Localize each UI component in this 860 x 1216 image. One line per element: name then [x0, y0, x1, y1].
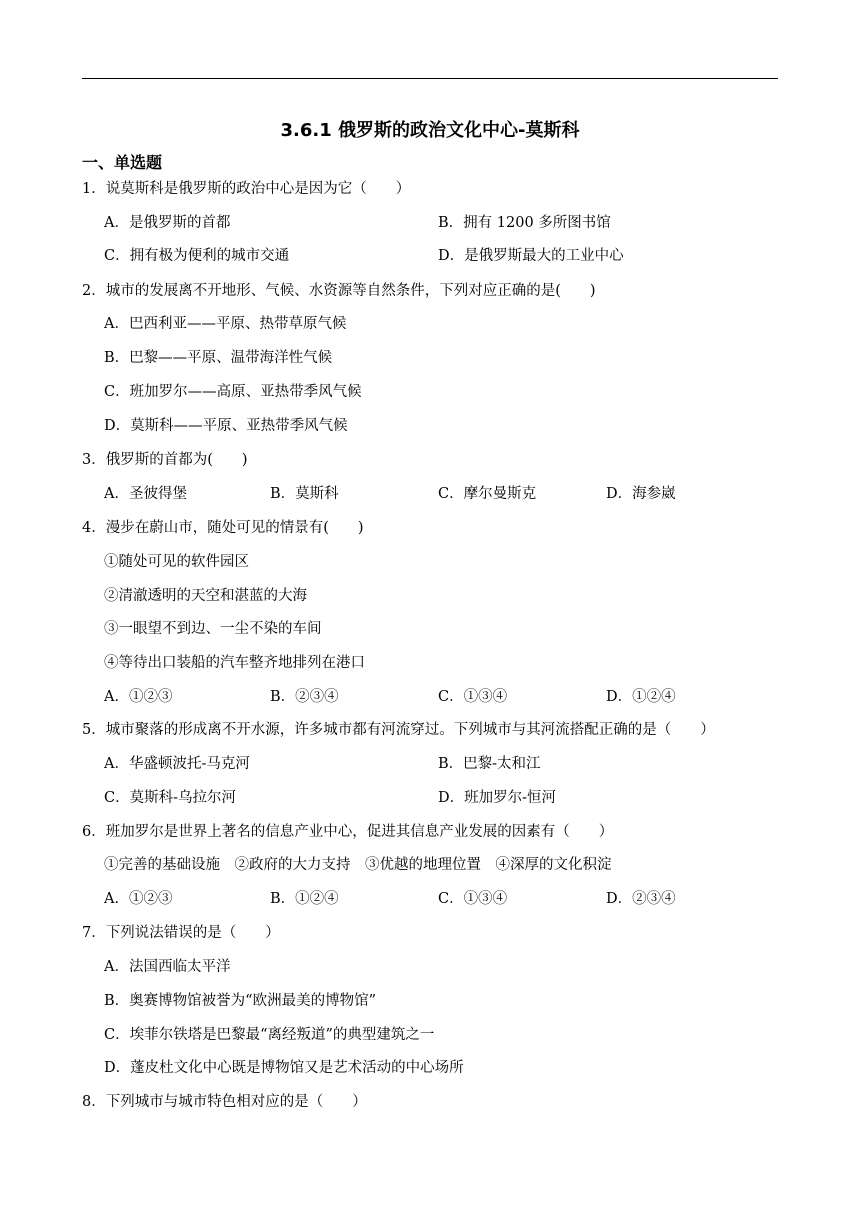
q5-option-c[interactable]: C．莫斯科-乌拉尔河 — [104, 790, 236, 806]
question-stem-4: 4．漫步在蔚山市，随处可见的情景有( ) — [82, 520, 364, 536]
q4-statement-4: ④等待出口装船的汽车整齐地排列在港口 — [104, 655, 365, 671]
q6-option-c[interactable]: C．①③④ — [438, 891, 508, 907]
q6-statements: ①完善的基础设施 ②政府的大力支持 ③优越的地理位置 ④深厚的文化积淀 — [104, 857, 612, 873]
q5-option-a[interactable]: A．华盛顿波托-马克河 — [104, 756, 250, 772]
q7-option-b[interactable]: B．奥赛博物馆被誉为“欧洲最美的博物馆” — [104, 993, 376, 1009]
q4-option-c[interactable]: C．①③④ — [438, 689, 508, 705]
q5-option-b[interactable]: B．巴黎-太和江 — [438, 756, 541, 772]
q2-option-d[interactable]: D．莫斯科——平原、亚热带季风气候 — [104, 418, 348, 434]
q3-option-b[interactable]: B．莫斯科 — [270, 486, 339, 502]
question-stem-3: 3．俄罗斯的首都为( ) — [82, 452, 248, 468]
q2-option-c[interactable]: C．班加罗尔——高原、亚热带季风气候 — [104, 384, 362, 400]
section-heading: 一、单选题 — [82, 153, 163, 172]
question-stem-2: 2．城市的发展离不开地形、气候、水资源等自然条件，下列对应正确的是( ) — [82, 283, 596, 299]
header-rule — [82, 78, 778, 79]
q4-option-b[interactable]: B．②③④ — [270, 689, 339, 705]
q1-option-d[interactable]: D．是俄罗斯最大的工业中心 — [438, 248, 624, 264]
q4-statement-3: ③一眼望不到边、一尘不染的车间 — [104, 621, 322, 637]
question-stem-1: 1．说莫斯科是俄罗斯的政治中心是因为它（ ） — [82, 181, 411, 197]
q2-option-b[interactable]: B．巴黎——平原、温带海洋性气候 — [104, 350, 333, 366]
q5-option-d[interactable]: D．班加罗尔-恒河 — [438, 790, 557, 806]
q7-option-c[interactable]: C．埃菲尔铁塔是巴黎最“离经叛道”的典型建筑之一 — [104, 1027, 435, 1043]
q7-option-d[interactable]: D．蓬皮杜文化中心既是博物馆又是艺术活动的中心场所 — [104, 1060, 464, 1076]
q4-option-d[interactable]: D．①②④ — [606, 689, 676, 705]
q4-statement-2: ②清澈透明的天空和湛蓝的大海 — [104, 588, 307, 604]
q6-option-a[interactable]: A．①②③ — [104, 891, 173, 907]
q4-statement-1: ①随处可见的软件园区 — [104, 554, 249, 570]
question-stem-5: 5．城市聚落的形成离不开水源，许多城市都有河流穿过。下列城市与其河流搭配正确的是（ ） — [82, 722, 715, 738]
q7-option-a[interactable]: A．法国西临太平洋 — [104, 959, 231, 975]
q4-option-a[interactable]: A．①②③ — [104, 689, 173, 705]
question-stem-6: 6．班加罗尔是世界上著名的信息产业中心，促进其信息产业发展的因素有（ ） — [82, 824, 614, 840]
q1-option-a[interactable]: A．是俄罗斯的首都 — [104, 215, 231, 231]
q6-option-b[interactable]: B．①②④ — [270, 891, 339, 907]
q2-option-a[interactable]: A．巴西利亚——平原、热带草原气候 — [104, 316, 347, 332]
question-stem-7: 7．下列说法错误的是（ ） — [82, 925, 280, 941]
q3-option-c[interactable]: C．摩尔曼斯克 — [438, 486, 537, 502]
q3-option-a[interactable]: A．圣彼得堡 — [104, 486, 187, 502]
q3-option-d[interactable]: D．海参崴 — [606, 486, 676, 502]
q1-option-c[interactable]: C．拥有极为便利的城市交通 — [104, 248, 290, 264]
q6-option-d[interactable]: D．②③④ — [606, 891, 676, 907]
q1-option-b[interactable]: B．拥有 1200 多所图书馆 — [438, 215, 611, 231]
page-title: 3.6.1 俄罗斯的政治文化中心-莫斯科 — [280, 120, 580, 141]
question-stem-8: 8．下列城市与城市特色相对应的是（ ） — [82, 1094, 367, 1110]
